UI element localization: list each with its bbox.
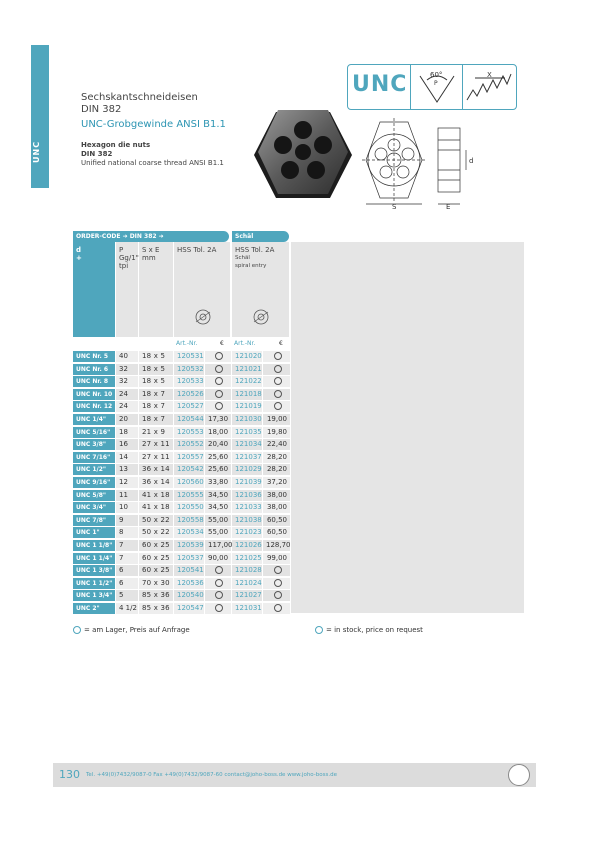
cell-e: 30 (160, 578, 170, 587)
table-row (73, 540, 290, 553)
cell-e: 7 (160, 389, 166, 398)
cell-pitch: 10 (116, 502, 138, 513)
table-row (73, 351, 290, 364)
cell-e: 11 (160, 452, 170, 461)
cell-art-nr-hss: 120534 (174, 527, 204, 538)
in-stock-icon (73, 626, 81, 634)
cell-size: UNC 1/2" (73, 464, 115, 475)
cell-art-nr-spiral: 121029 (232, 464, 262, 475)
table-row (73, 414, 290, 427)
gray-panel (291, 242, 524, 613)
cell-pitch: 32 (116, 376, 138, 387)
table-row (73, 578, 290, 591)
cell-art-nr-spiral: 121026 (232, 540, 262, 551)
cell-art-nr-hss: 120558 (174, 515, 204, 526)
in-stock-icon (274, 591, 282, 599)
cell-e: 5 (160, 352, 166, 360)
cell-art-nr-spiral: 121024 (232, 578, 262, 589)
cell-price-hss: 34,50 (205, 490, 231, 501)
in-stock-icon (315, 626, 323, 634)
table-row (73, 515, 290, 528)
cell-art-nr-hss: 120531 (174, 351, 204, 362)
cell-s-x-e: 27 x 11 (139, 439, 173, 450)
in-stock-icon (215, 390, 223, 398)
in-stock-icon (215, 591, 223, 599)
in-stock-icon (274, 402, 282, 410)
cell-s: 18 (142, 414, 152, 423)
cell-size: UNC 1 3/8" (73, 565, 115, 576)
table-row (73, 553, 290, 566)
col-head-se (139, 242, 173, 337)
cell-art-nr-hss: 120557 (174, 452, 204, 463)
col-head-hss2 (232, 242, 289, 337)
cell-pitch: 12 (116, 477, 138, 488)
cell-art-nr-spiral: 121025 (232, 553, 262, 564)
cell-e: 5 (160, 364, 166, 373)
cell-price-spiral: 22,40 (263, 439, 290, 450)
table-row (73, 389, 290, 402)
cell-s: 70 (142, 578, 152, 587)
in-stock-icon (274, 604, 282, 612)
cell-s: 36 (142, 465, 152, 474)
cell-s-x-e: 60 x 25 (139, 553, 173, 564)
side-tab-label: UNC (32, 140, 41, 163)
cell-s: 60 (142, 540, 152, 549)
col-d-label: d (76, 246, 82, 254)
cell-e: 25 (160, 553, 170, 562)
euro-label-2: € (279, 340, 283, 347)
cell-art-nr-hss: 120540 (174, 590, 204, 601)
table-row (73, 439, 290, 452)
cell-price-hss (205, 364, 231, 375)
cell-e: 14 (160, 477, 170, 486)
in-stock-icon (215, 352, 223, 360)
cell-s: 18 (142, 352, 152, 360)
cell-art-nr-spiral: 121030 (232, 414, 262, 425)
cell-s-x-e: 50 x 22 (139, 527, 173, 538)
cell-s: 21 (142, 427, 152, 436)
cell-price-spiral: 28,20 (263, 464, 290, 475)
legend-en-text: = in stock, price on request (326, 626, 423, 634)
cell-pitch: 4 1/2 (116, 603, 138, 614)
cell-price-hss: 25,60 (205, 464, 231, 475)
cell-art-nr-hss: 120532 (174, 364, 204, 375)
in-stock-icon (215, 402, 223, 410)
cell-s-x-e: 50 x 22 (139, 515, 173, 526)
cell-size: UNC 7/8" (73, 515, 115, 526)
cell-size: UNC 1 1/8" (73, 540, 115, 551)
table-row (73, 376, 290, 389)
cell-s-x-e: 21 x 9 (139, 427, 173, 438)
col-se-line1: S x E (142, 246, 160, 254)
col-p-line2: Gg/1" (119, 254, 139, 262)
cell-size: UNC Nr. 6 (73, 364, 115, 375)
table-row (73, 401, 290, 414)
drawing-s-label: S (392, 203, 397, 210)
in-stock-icon (215, 365, 223, 373)
cell-size: UNC 1 1/2" (73, 578, 115, 589)
subtitle-line1: Hexagon die nuts (81, 141, 151, 149)
drawing-e-label: E (446, 203, 451, 210)
cell-art-nr-hss: 120542 (174, 464, 204, 475)
title-line1: Sechskantschneideisen (81, 92, 198, 103)
cell-pitch: 7 (116, 553, 138, 564)
cell-s: 60 (142, 566, 152, 575)
cell-size: UNC 1" (73, 527, 115, 538)
side-tab (31, 45, 49, 188)
cell-size: UNC Nr. 12 (73, 401, 115, 412)
angle-label: 60° (430, 71, 443, 79)
footer (53, 763, 536, 787)
cell-price-spiral (263, 578, 290, 589)
thread-profile-icon (465, 68, 513, 106)
cell-e: 9 (160, 427, 166, 436)
cell-art-nr-spiral: 121027 (232, 590, 262, 601)
cell-art-nr-hss: 120547 (174, 603, 204, 614)
legend-en (315, 626, 423, 634)
cell-price-spiral: 99,00 (263, 553, 290, 564)
euro-label-1: € (220, 340, 224, 347)
cell-pitch: 6 (116, 578, 138, 589)
cell-s-x-e: 18 x 7 (139, 401, 173, 412)
in-stock-icon (215, 579, 223, 587)
cell-e: 22 (160, 515, 170, 524)
table-row (73, 565, 290, 578)
art-nr-label-1: Art.-Nr. (176, 340, 198, 347)
cell-art-nr-hss: 120555 (174, 490, 204, 501)
subtitle-block (81, 141, 224, 168)
table-row (73, 364, 290, 377)
cell-e: 7 (160, 402, 166, 411)
cell-pitch: 13 (116, 464, 138, 475)
cell-price-spiral (263, 565, 290, 576)
in-stock-icon (274, 365, 282, 373)
cell-s-x-e: 18 x 5 (139, 376, 173, 387)
cell-s: 60 (142, 553, 152, 562)
cell-price-hss: 117,00 (205, 540, 231, 551)
cell-art-nr-hss: 120560 (174, 477, 204, 488)
cell-price-hss (205, 389, 231, 400)
legend-de (73, 626, 190, 634)
cell-e: 14 (160, 465, 170, 474)
cell-s: 41 (142, 490, 152, 499)
cell-size: UNC 9/16" (73, 477, 115, 488)
cell-s-x-e: 36 x 14 (139, 477, 173, 488)
cell-price-spiral (263, 364, 290, 375)
col-se-line2: mm (142, 254, 156, 262)
unc-logo-box (347, 64, 517, 110)
col-hss2-sub1: Schäl (235, 255, 250, 261)
cell-s-x-e: 60 x 25 (139, 540, 173, 551)
col-head-p (116, 242, 138, 337)
cell-price-spiral (263, 376, 290, 387)
cell-price-hss: 90,00 (205, 553, 231, 564)
col-p-line1: P (119, 246, 124, 254)
cell-art-nr-hss: 120553 (174, 427, 204, 438)
company-seal-icon (508, 764, 530, 786)
cell-price-spiral: 19,80 (263, 427, 290, 438)
cell-pitch: 11 (116, 490, 138, 501)
cell-s-x-e: 18 x 5 (139, 364, 173, 375)
cell-size: UNC Nr. 5 (73, 351, 115, 362)
cell-s: 85 (142, 591, 152, 600)
cell-price-hss: 20,40 (205, 439, 231, 450)
cell-price-hss: 18,00 (205, 427, 231, 438)
col-p-line3: tpi (119, 262, 129, 270)
cell-art-nr-hss: 120536 (174, 578, 204, 589)
cell-s-x-e: 41 x 18 (139, 490, 173, 501)
cell-s-x-e: 70 x 30 (139, 578, 173, 589)
cell-price-spiral: 38,00 (263, 502, 290, 513)
cell-e: 7 (160, 414, 166, 423)
in-stock-icon (274, 566, 282, 574)
cell-art-nr-spiral: 121034 (232, 439, 262, 450)
cell-price-hss (205, 401, 231, 412)
cell-art-nr-hss: 120526 (174, 389, 204, 400)
cell-s-x-e: 27 x 11 (139, 452, 173, 463)
table-row (73, 464, 290, 477)
cell-price-hss: 17,30 (205, 414, 231, 425)
unc-logo-text: UNC (352, 72, 408, 97)
cell-size: UNC 5/16" (73, 427, 115, 438)
order-code-bar-2: Schäl (232, 231, 289, 242)
art-nr-label-2: Art.-Nr. (234, 340, 256, 347)
cell-size: UNC 2" (73, 603, 115, 614)
cell-price-spiral (263, 603, 290, 614)
cell-art-nr-spiral: 121031 (232, 603, 262, 614)
in-stock-icon (215, 604, 223, 612)
cell-art-nr-spiral: 121028 (232, 565, 262, 576)
cell-price-spiral (263, 401, 290, 412)
cell-s: 50 (142, 528, 152, 537)
cell-art-nr-spiral: 121020 (232, 351, 262, 362)
drawing-d-label: d (469, 157, 474, 165)
cell-art-nr-hss: 120550 (174, 502, 204, 513)
cell-s: 50 (142, 515, 152, 524)
table-row (73, 502, 290, 515)
in-stock-icon (274, 377, 282, 385)
cell-price-spiral: 60,50 (263, 527, 290, 538)
cell-art-nr-hss: 120552 (174, 439, 204, 450)
title-block (81, 92, 226, 132)
in-stock-icon (215, 377, 223, 385)
cell-price-hss: 55,00 (205, 527, 231, 538)
cell-size: UNC 7/16" (73, 452, 115, 463)
cell-s: 36 (142, 477, 152, 486)
cell-s: 85 (142, 603, 152, 612)
product-table (73, 351, 290, 615)
col-hss2-sub2: spiral entry (235, 263, 267, 269)
cell-price-hss: 25,60 (205, 452, 231, 463)
cell-s-x-e: 85 x 36 (139, 603, 173, 614)
cell-price-spiral (263, 389, 290, 400)
page-number: 130 (59, 768, 80, 781)
cell-s-x-e: 85 x 36 (139, 590, 173, 601)
title-line2: DIN 382 (81, 104, 122, 115)
cell-art-nr-spiral: 121037 (232, 452, 262, 463)
cell-art-nr-hss: 120539 (174, 540, 204, 551)
cell-s: 18 (142, 402, 152, 411)
cell-pitch: 8 (116, 527, 138, 538)
table-row (73, 603, 290, 616)
cell-e: 25 (160, 540, 170, 549)
cell-e: 36 (160, 603, 170, 612)
cell-s: 27 (142, 452, 152, 461)
technical-drawing (360, 118, 500, 210)
cell-art-nr-spiral: 121036 (232, 490, 262, 501)
col-hss-label: HSS Tol. 2A (177, 246, 217, 254)
cell-price-hss (205, 376, 231, 387)
cell-art-nr-spiral: 121033 (232, 502, 262, 513)
cell-pitch: 14 (116, 452, 138, 463)
cell-pitch: 5 (116, 590, 138, 601)
cell-size: UNC 1 1/4" (73, 553, 115, 564)
table-row (73, 477, 290, 490)
cell-price-spiral: 28,20 (263, 452, 290, 463)
die-symbol-spiral-icon (252, 308, 270, 326)
table-row (73, 590, 290, 603)
cell-price-hss (205, 565, 231, 576)
cell-pitch: 7 (116, 540, 138, 551)
cell-s-x-e: 60 x 25 (139, 565, 173, 576)
legend-de-text: = am Lager, Preis auf Anfrage (84, 626, 190, 634)
cell-art-nr-spiral: 121038 (232, 515, 262, 526)
cell-pitch: 9 (116, 515, 138, 526)
cell-s-x-e: 18 x 7 (139, 389, 173, 400)
table-row (73, 452, 290, 465)
cell-e: 36 (160, 591, 170, 600)
title-line3: UNC-Grobgewinde ANSI B1.1 (81, 119, 226, 130)
cell-price-spiral: 37,20 (263, 477, 290, 488)
cell-art-nr-spiral: 121039 (232, 477, 262, 488)
cell-size: UNC Nr. 10 (73, 389, 115, 400)
cell-s: 18 (142, 364, 152, 373)
cell-e: 22 (160, 528, 170, 537)
cell-s-x-e: 18 x 7 (139, 414, 173, 425)
cell-price-hss (205, 578, 231, 589)
cell-s-x-e: 18 x 5 (139, 351, 173, 362)
cell-art-nr-spiral: 121022 (232, 376, 262, 387)
cell-price-hss (205, 590, 231, 601)
cell-e: 18 (160, 503, 170, 512)
cell-e: 18 (160, 490, 170, 499)
cell-s-x-e: 36 x 14 (139, 464, 173, 475)
cell-size: UNC 3/4" (73, 502, 115, 513)
in-stock-icon (215, 566, 223, 574)
cell-price-spiral: 60,50 (263, 515, 290, 526)
p-label: P (434, 80, 438, 87)
cell-pitch: 16 (116, 439, 138, 450)
in-stock-icon (274, 579, 282, 587)
cell-art-nr-hss: 120541 (174, 565, 204, 576)
cell-size: UNC Nr. 8 (73, 376, 115, 387)
cell-price-spiral: 19,00 (263, 414, 290, 425)
col-head-hss (174, 242, 230, 337)
cell-art-nr-hss: 120544 (174, 414, 204, 425)
cell-s-x-e: 41 x 18 (139, 502, 173, 513)
x-label: X (487, 71, 492, 79)
footer-contact: Tel. +49(0)7432/9087-0 Fax +49(0)7432/9087-60 contact@joho-boss.de www.joho-boss.de (86, 772, 337, 778)
cell-price-hss (205, 351, 231, 362)
cell-price-spiral: 38,00 (263, 490, 290, 501)
cell-price-hss: 33,80 (205, 477, 231, 488)
cell-art-nr-spiral: 121018 (232, 389, 262, 400)
in-stock-icon (274, 390, 282, 398)
cell-pitch: 32 (116, 364, 138, 375)
subtitle-line3: Unified national coarse thread ANSI B1.1 (81, 159, 224, 167)
cell-price-hss: 55,00 (205, 515, 231, 526)
cell-e: 11 (160, 440, 170, 449)
subtitle-line2: DIN 382 (81, 150, 113, 158)
thread-angle-icon (414, 68, 460, 106)
cell-art-nr-spiral: 121021 (232, 364, 262, 375)
cell-size: UNC 1 3/4" (73, 590, 115, 601)
cell-art-nr-hss: 120527 (174, 401, 204, 412)
table-row (73, 427, 290, 440)
cell-s: 18 (142, 389, 152, 398)
cell-size: UNC 1/4" (73, 414, 115, 425)
cell-price-spiral: 128,70 (263, 540, 290, 551)
in-stock-icon (274, 352, 282, 360)
cell-s: 41 (142, 503, 152, 512)
cell-pitch: 40 (116, 351, 138, 362)
cell-e: 25 (160, 566, 170, 575)
cell-art-nr-spiral: 121035 (232, 427, 262, 438)
cell-pitch: 18 (116, 427, 138, 438)
cell-price-hss (205, 603, 231, 614)
cell-art-nr-hss: 120537 (174, 553, 204, 564)
col-head-d (73, 242, 115, 337)
cell-art-nr-spiral: 121023 (232, 527, 262, 538)
col-hss2-label: HSS Tol. 2A (235, 246, 275, 254)
cell-pitch: 6 (116, 565, 138, 576)
table-row (73, 490, 290, 503)
cell-price-hss: 34,50 (205, 502, 231, 513)
cell-e: 5 (160, 377, 166, 386)
cell-price-spiral (263, 351, 290, 362)
cell-art-nr-spiral: 121019 (232, 401, 262, 412)
die-nut-photo (248, 108, 354, 202)
order-code-bar: ORDER-CODE ➜ DIN 382 ➜ (73, 231, 229, 242)
cell-pitch: 20 (116, 414, 138, 425)
cell-pitch: 24 (116, 389, 138, 400)
cell-s: 18 (142, 377, 152, 386)
cell-s: 27 (142, 440, 152, 449)
die-symbol-icon (194, 308, 212, 326)
cell-art-nr-hss: 120533 (174, 376, 204, 387)
cell-pitch: 24 (116, 401, 138, 412)
col-d-arrow: + (76, 254, 82, 262)
cell-price-spiral (263, 590, 290, 601)
table-row (73, 527, 290, 540)
cell-size: UNC 3/8" (73, 439, 115, 450)
cell-size: UNC 5/8" (73, 490, 115, 501)
